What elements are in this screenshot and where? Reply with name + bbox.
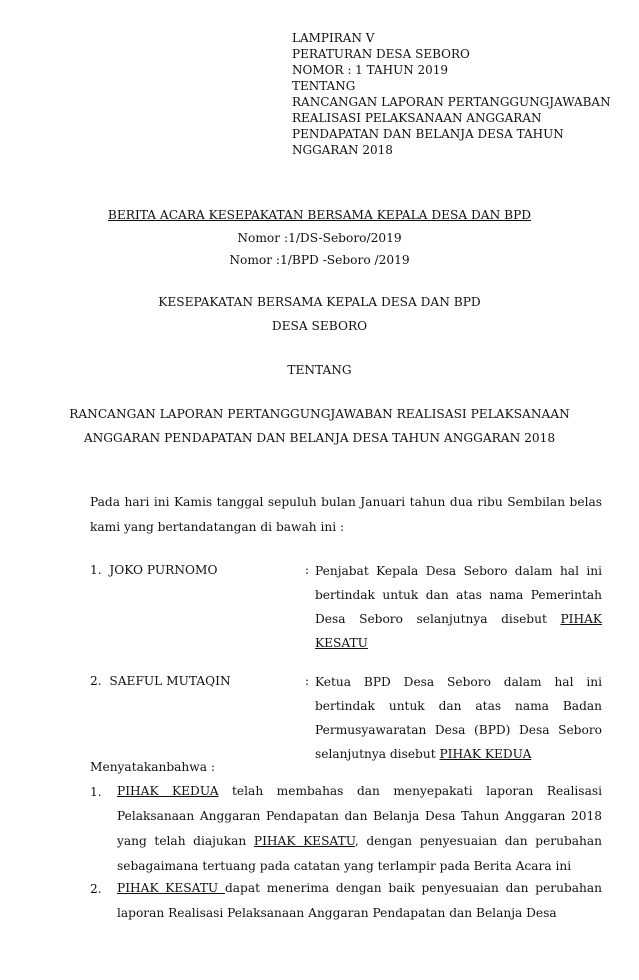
lampiran-line: REALISASI PELAKSANAAN ANGGARAN [292, 111, 542, 125]
subject-line2: ANGGARAN PENDAPATAN DAN BELANJA DESA TAHUN ANGGARAN 2018 [83, 431, 556, 445]
statement-2-number: 2. [90, 882, 102, 896]
statement-1-text-a: telah membahas dan menyepakati laporan Realisasi Pelaksanaan Anggaran Pendapatan dan Belanja Desa Tahun Anggaran 2018 yang telah diajukan [117, 784, 602, 848]
party-1-name-cell [90, 563, 217, 577]
statement-2-text [117, 876, 602, 926]
kesepakatan-title-line2: DESA SEBORO [271, 319, 368, 333]
lampiran-line: LAMPIRAN V [292, 31, 375, 45]
party-2-name-cell [90, 674, 231, 688]
nomor-bpd: Nomor :1/BPD -Seboro /2019 [229, 253, 410, 267]
party-1-desc-text: Penjabat Kepala Desa Seboro dalam hal ini bertindak untuk dan atas nama Pemerintah Desa Seboro selanjutnya disebut [315, 564, 602, 626]
berita-acara-title: BERITA ACARA KESEPAKATAN BERSAMA KEPALA DESA DAN BPD [107, 208, 532, 222]
lampiran-line: TENTANG [292, 79, 356, 93]
menyatakan-label: Menyatakanbahwa : [90, 760, 215, 774]
lampiran-line: RANCANGAN LAPORAN PERTANGGUNGJAWABAN [292, 95, 611, 109]
party-1-colon: : [305, 563, 310, 577]
party-2-description [315, 670, 602, 766]
lampiran-line: NOMOR : 1 TAHUN 2019 [292, 63, 449, 77]
party-2-desc-text: Ketua BPD Desa Seboro dalam hal ini bertindak untuk dan atas nama Badan Permusyawaratan Desa (BPD) Desa Seboro selanjutnya disebut [315, 675, 602, 761]
party-1-role: PIHAK KESATU [315, 612, 603, 650]
opening-paragraph: Pada hari ini Kamis tanggal sepuluh bulan Januari tahun dua ribu Sembilan belas kami yang bertandatangan di bawah ini : [90, 495, 602, 534]
lampiran-line: PERATURAN DESA SEBORO [292, 47, 470, 61]
tentang-heading: TENTANG [287, 363, 352, 377]
party-1-description [315, 559, 602, 655]
lampiran-line: PENDAPATAN DAN BELANJA DESA TAHUN [292, 127, 564, 141]
party-2-colon: : [305, 674, 310, 688]
party-2-role: PIHAK KEDUA [439, 747, 532, 761]
statement-1-number: 1. [90, 785, 102, 799]
statement-2-text-a: dapat menerima dengan baik penyesuaian dan perubahan laporan Realisasi Pelaksanaan Anggaran Pendapatan dan Belanja Desa [117, 881, 602, 920]
party-2-number: 2. [90, 674, 102, 688]
statement-1-text-b: , dengan penyesuaian dan perubahan sebagaimana tertuang pada catatan yang terlampir pada Berita Acara ini [117, 834, 602, 873]
statement-2-role: PIHAK KESATU [117, 881, 225, 895]
statement-1-text [117, 779, 602, 879]
statement-1-role: PIHAK KEDUA [117, 784, 219, 798]
nomor-ds: Nomor :1/DS-Seboro/2019 [237, 231, 402, 245]
subject-line1: RANCANGAN LAPORAN PERTANGGUNGJAWABAN REALISASI PELAKSANAAN [69, 407, 570, 421]
statement-1-role2: PIHAK KESATU [253, 834, 355, 848]
party-1-name: JOKO PURNOMO [109, 563, 218, 577]
kesepakatan-title-line1: KESEPAKATAN BERSAMA KEPALA DESA DAN BPD [158, 295, 481, 309]
party-2-name: SAEFUL MUTAQIN [109, 674, 231, 688]
lampiran-block [292, 30, 622, 158]
lampiran-line: NGGARAN 2018 [292, 143, 393, 157]
party-1-number: 1. [90, 563, 102, 577]
